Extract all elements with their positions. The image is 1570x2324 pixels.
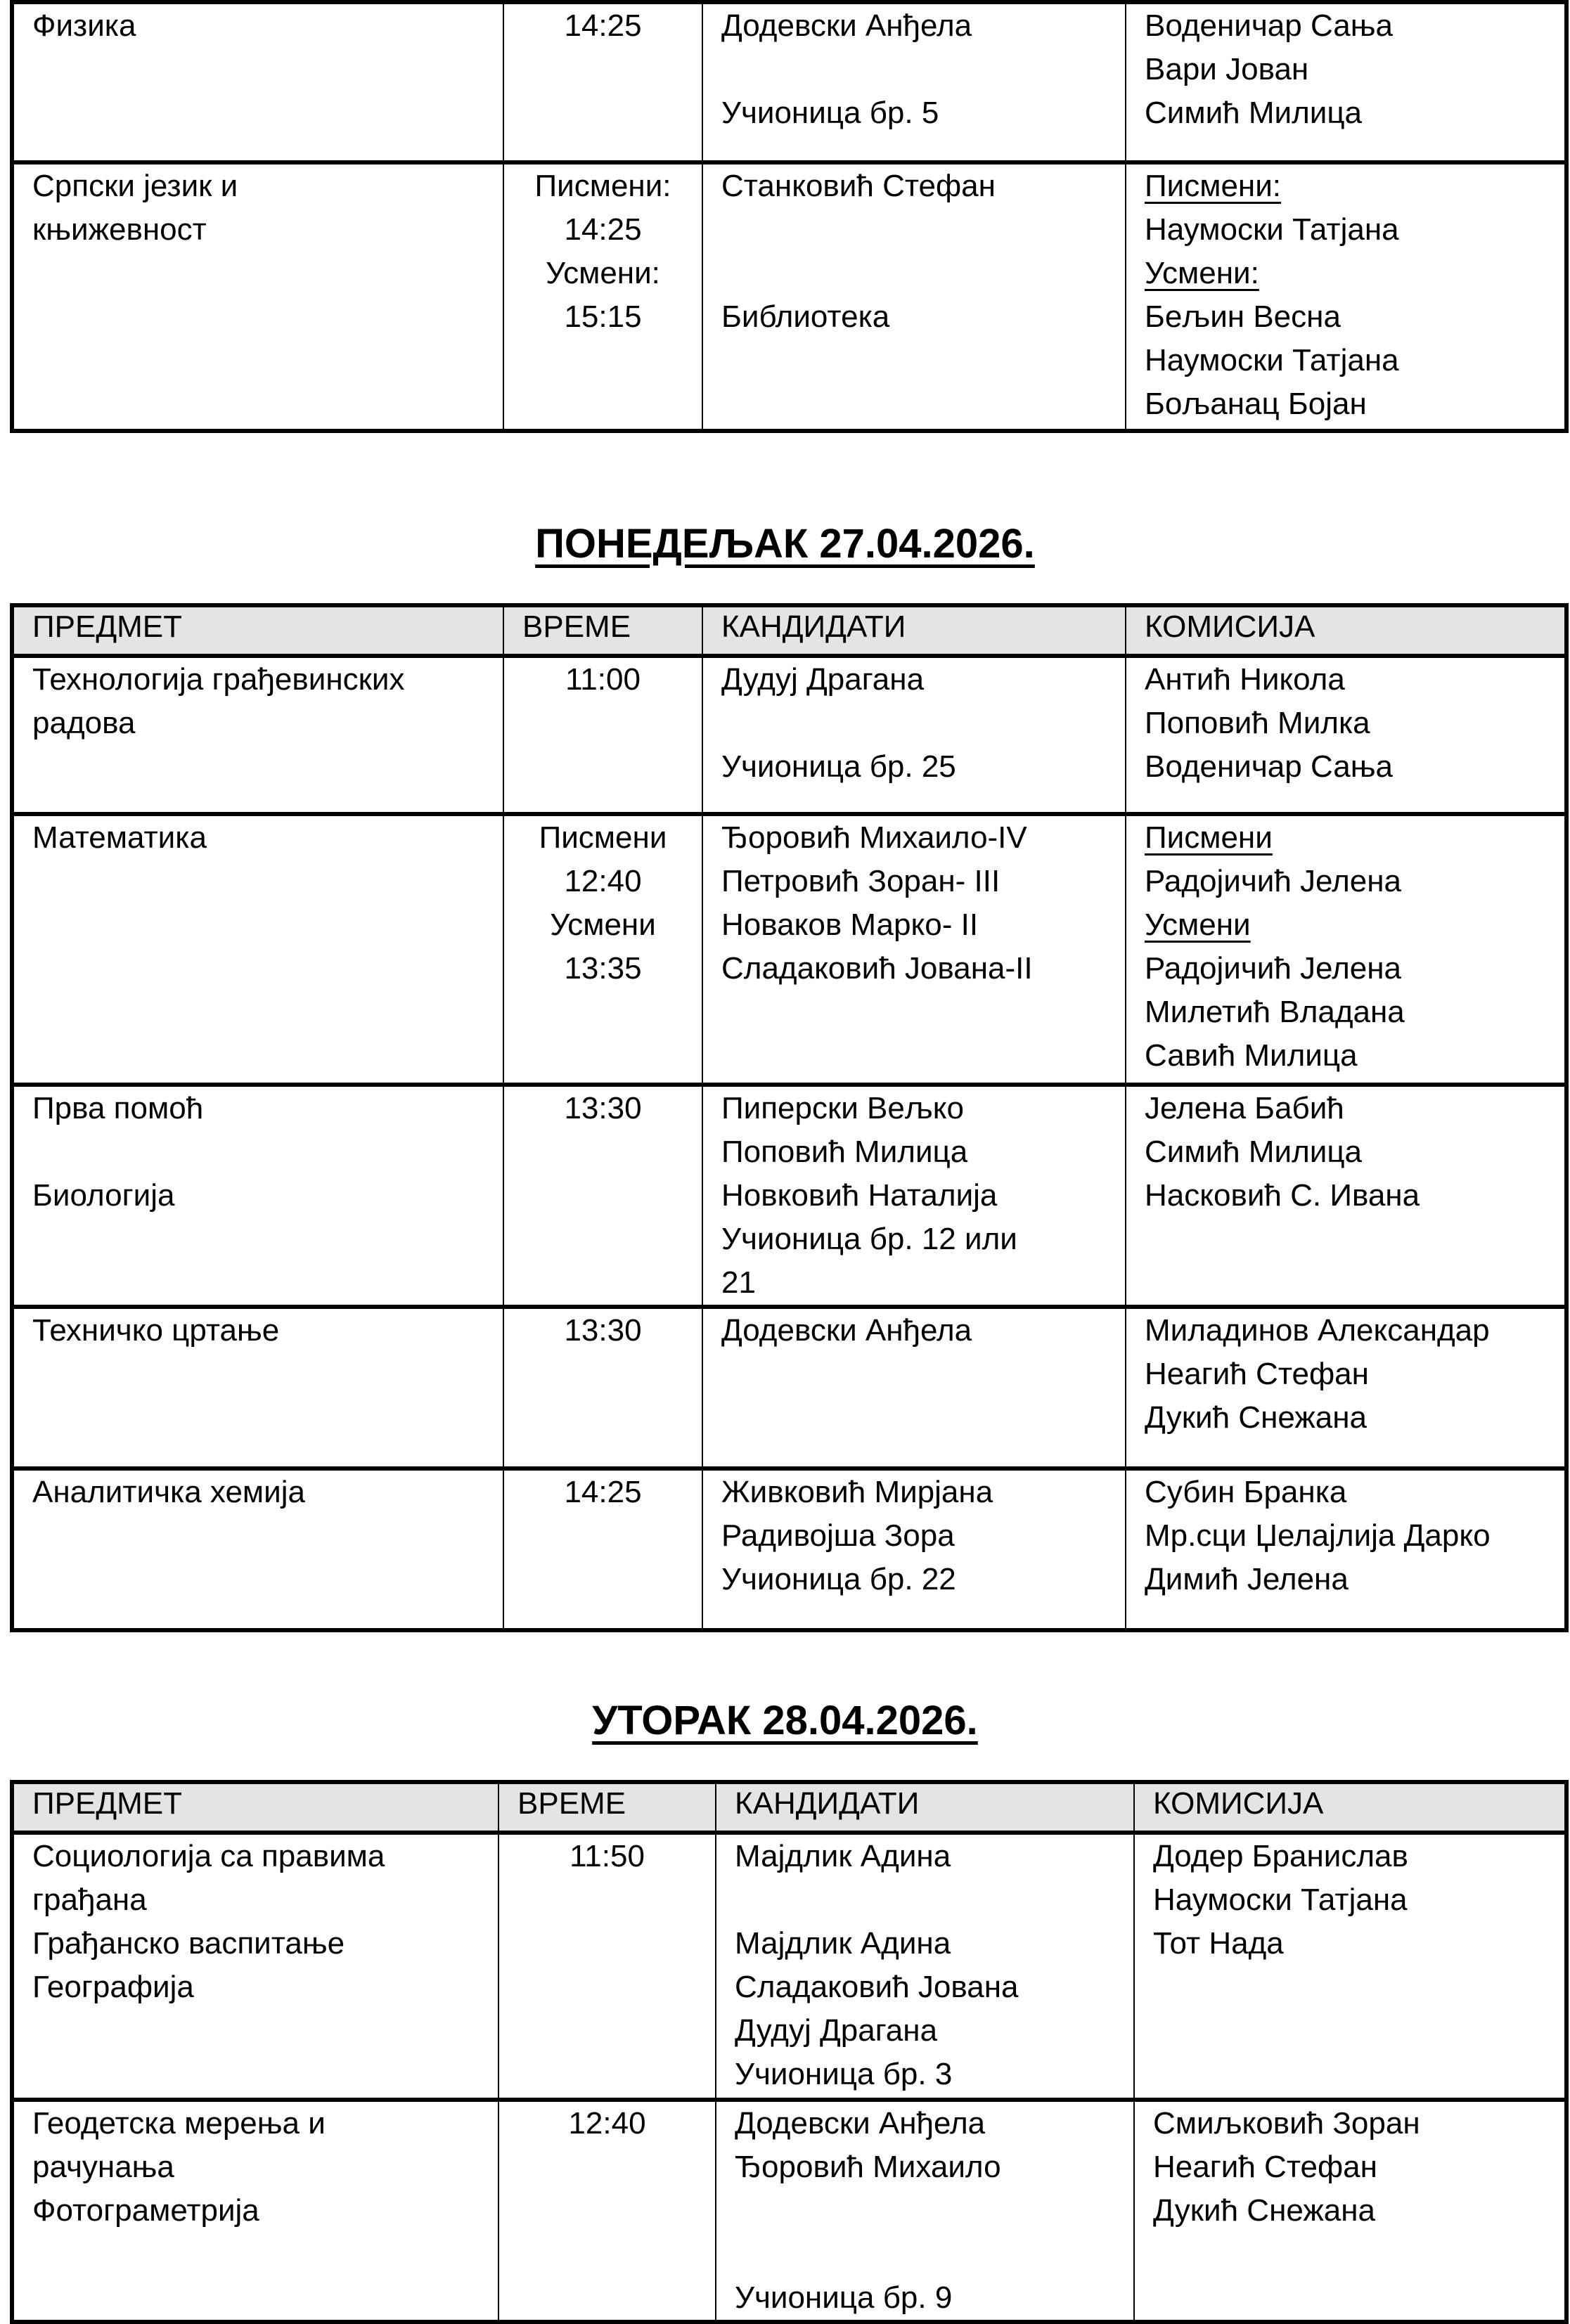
commission-line: Бељин Весна [1145,299,1341,334]
blank-line [721,48,1125,91]
blank-line [721,702,1125,745]
table-row [12,814,1566,1085]
time-line: 13:30 [564,1091,642,1125]
commission-cell [1126,1085,1566,1307]
candidate-line: Станковић Стефан [721,169,996,203]
commission-cell [1126,656,1566,814]
exam-table-continued [10,0,1569,433]
commission-line: Савић Милица [1145,1038,1358,1073]
candidates-cell [702,1468,1126,1630]
commission-line: Субин Бранка [1145,1475,1347,1509]
subject-line: Фотограметрија [32,2193,259,2228]
subject-line: Социологија са правима [32,1839,385,1873]
time-line: 14:25 [564,212,642,247]
time-line: Усмени [550,908,656,942]
exam-table-monday [10,603,1569,1632]
subject-line: рачунања [32,2150,174,2184]
commission-cell [1126,162,1566,431]
commission-cell [1134,1833,1566,2100]
time-line: 14:25 [564,8,642,43]
commission-line: Неагић Стефан [1153,2150,1377,2184]
commission-line: Вари Јован [1145,52,1309,86]
time-line: 13:35 [564,951,642,986]
commission-line: Радојичић Јелена [1145,951,1401,986]
candidate-line: Учионица бр. 9 [735,2280,953,2315]
candidates-cell [702,2,1126,162]
commission-line: Наумоски Татјана [1145,212,1399,247]
table-row [12,1307,1566,1468]
day-heading-tuesday: УТОРАК 28.04.2026. [592,1698,978,1743]
commission-line: Милетић Владана [1145,995,1405,1029]
candidates-cell [702,814,1126,1085]
time-line: 11:50 [570,1839,645,1873]
commission-cell [1126,1468,1566,1630]
commission-line: Наумоски Татјана [1153,1883,1408,1917]
column-header-commission: КОМИСИЈА [1134,1782,1566,1833]
time-line: Писмени [539,820,667,855]
blank-line [735,1878,1133,1922]
time-line: 14:25 [564,1475,642,1509]
subject-cell [12,2,503,162]
commission-line: Поповић Милка [1145,706,1370,740]
candidates-cell [702,1307,1126,1468]
time-cell [503,162,702,431]
table-row [12,2100,1566,2322]
candidate-line: Поповић Милица [721,1135,968,1169]
candidate-line: Ђоровић Михаило [735,2150,1001,2184]
subject-line: Геодетска мерења и [32,2106,326,2141]
column-header-commission: КОМИСИЈА [1126,605,1566,656]
commission-line: Тот Нада [1153,1926,1284,1961]
candidate-line: Учионица бр. 5 [721,96,939,130]
commission-line: Антић Никола [1145,662,1345,697]
commission-line: Наумоски Татјана [1145,343,1399,377]
exam-part-label: Писмени [1145,820,1273,855]
candidate-line: Мајдлик Адина [735,1926,951,1961]
time-line: Писмени: [534,169,671,203]
commission-cell [1126,814,1566,1085]
subject-cell [12,2100,498,2322]
subject-line: Грађанско васпитање [32,1926,345,1961]
commission-line: Јелена Бабић [1145,1091,1344,1125]
time-line: 13:30 [564,1313,642,1348]
commission-line: Димић Јелена [1145,1562,1349,1596]
candidate-line: Петровић Зоран- III [721,864,1000,898]
candidate-line: Ђоровић Михаило-IV [721,820,1027,855]
time-cell [503,1307,702,1468]
commission-cell [1126,1307,1566,1468]
commission-line: Мр.сци Џелајлија Дарко [1145,1518,1491,1553]
candidate-line: Додевски Анђела [721,1313,972,1348]
commission-line: Бољанац Бојан [1145,387,1367,421]
candidate-line: Новковић Наталија [721,1178,998,1213]
candidate-line: Пиперски Вељко [721,1091,964,1125]
subject-cell [12,1307,503,1468]
exam-part-label: Писмени: [1145,169,1282,203]
subject-line: Физика [32,8,136,43]
candidate-line: Сладаковић Јована [735,1970,1019,2004]
candidate-line: Дудуј Драгана [735,2013,938,2048]
column-header-candidates: КАНДИДАТИ [702,605,1126,656]
subject-cell [12,814,503,1085]
column-header-time: ВРЕМЕ [498,1782,716,1833]
candidate-line: Додевски Анђела [735,2106,986,2141]
candidates-cell [716,2100,1134,2322]
candidate-line: Сладаковић Јована-II [721,951,1033,986]
subject-line: Српски језик и [32,169,238,203]
candidates-cell [702,656,1126,814]
subject-line: радова [32,706,136,740]
time-line: 12:40 [564,864,642,898]
candidate-line: Учионица бр. 25 [721,749,956,784]
subject-cell [12,1085,503,1307]
candidate-line: 21 [721,1265,756,1300]
table-row [12,2,1566,162]
candidates-cell [716,1833,1134,2100]
commission-line: Симић Милица [1145,96,1363,130]
table-row [12,162,1566,431]
day-heading-monday: ПОНЕДЕЉАК 27.04.2026. [535,521,1035,567]
subject-cell [12,1468,503,1630]
commission-line: Воденичар Сања [1145,749,1393,784]
table-row [12,1468,1566,1630]
candidate-line: Радивојша Зора [721,1518,955,1553]
commission-line: Додер Бранислав [1153,1839,1408,1873]
candidate-line: Учионица бр. 22 [721,1562,956,1596]
blank-line [32,1130,503,1174]
commission-line: Воденичар Сања [1145,8,1393,43]
commission-line: Миладинов Александар [1145,1313,1490,1348]
subject-line: Прва помоћ [32,1091,204,1125]
commission-line: Радојичић Јелена [1145,864,1401,898]
commission-cell [1126,2,1566,162]
subject-cell [12,656,503,814]
subject-cell [12,162,503,431]
exam-part-label: Усмени [1145,908,1251,942]
time-line: 11:00 [565,662,641,697]
candidate-line: Учионица бр. 12 или [721,1222,1017,1256]
exam-part-label: Усмени: [1145,256,1259,290]
subject-cell [12,1833,498,2100]
column-header-time: ВРЕМЕ [503,605,702,656]
column-header-subject: ПРЕДМЕТ [12,1782,498,1833]
table-row [12,656,1566,814]
commission-cell [1134,2100,1566,2322]
subject-line: Географија [32,1970,194,2004]
commission-line: Смиљковић Зоран [1153,2106,1420,2141]
time-cell [498,1833,716,2100]
candidates-cell [702,162,1126,431]
time-cell [503,814,702,1085]
subject-line: Аналитичка хемија [32,1475,305,1509]
time-line: 15:15 [564,299,642,334]
candidate-line: Мајдлик Адина [735,1839,951,1873]
table-header-row [12,1782,1566,1833]
blank-line [735,2189,1133,2233]
commission-line: Дукић Снежана [1153,2193,1376,2228]
time-line: 12:40 [568,2106,646,2141]
commission-line: Насковић С. Ивана [1145,1178,1420,1213]
column-header-candidates: КАНДИДАТИ [716,1782,1134,1833]
subject-line: грађана [32,1883,147,1917]
time-cell [503,1468,702,1630]
subject-line: Математика [32,820,207,855]
column-header-subject: ПРЕДМЕТ [12,605,503,656]
candidate-line: Додевски Анђела [721,8,972,43]
candidates-cell [702,1085,1126,1307]
blank-line [721,252,1125,295]
blank-line [735,2233,1133,2276]
candidate-line: Дудуј Драгана [721,662,925,697]
commission-line: Симић Милица [1145,1135,1363,1169]
candidate-line: Библиотека [721,299,890,334]
blank-line [721,208,1125,252]
time-cell [503,1085,702,1307]
time-cell [503,656,702,814]
candidate-line: Живковић Мирјана [721,1475,993,1509]
commission-line: Неагић Стефан [1145,1357,1369,1391]
exam-table-tuesday [10,1780,1569,2324]
table-header-row [12,605,1566,656]
time-cell [498,2100,716,2322]
table-row [12,1833,1566,2100]
commission-line: Дукић Снежана [1145,1400,1368,1435]
subject-line: Биологија [32,1178,175,1213]
table-row [12,1085,1566,1307]
time-cell [503,2,702,162]
time-line: Усмени: [546,256,660,290]
candidate-line: Учионица бр. 3 [735,2057,953,2091]
subject-line: Технологија грађевинских [32,662,405,697]
candidate-line: Новаков Марко- II [721,908,979,942]
subject-line: Техничко цртање [32,1313,280,1348]
subject-line: књижевност [32,212,207,247]
